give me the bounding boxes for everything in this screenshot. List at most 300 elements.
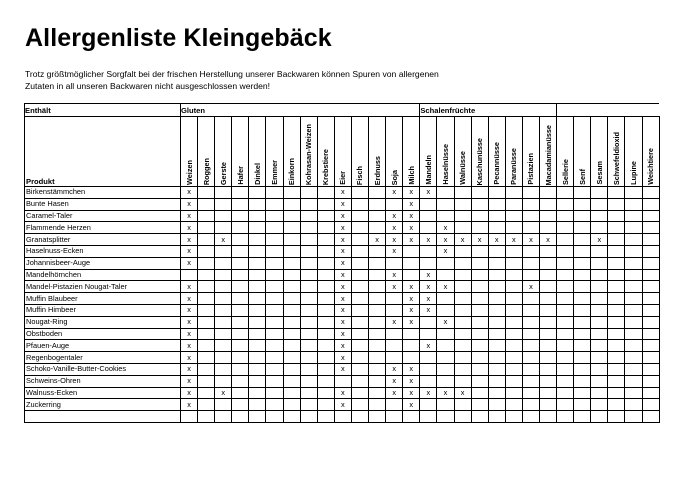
allergen-mark: x: [369, 234, 386, 246]
allergen-cell: [266, 245, 283, 257]
allergen-cell: [420, 222, 437, 234]
allergen-mark: x: [215, 234, 232, 246]
allergen-cell: [198, 352, 215, 364]
allergen-mark: x: [403, 198, 420, 210]
allergen-cell: [539, 399, 556, 411]
allergen-column-label: Kaschunüsse: [475, 137, 485, 185]
allergen-mark: x: [181, 257, 198, 269]
allergen-cell: [266, 399, 283, 411]
allergen-cell: [471, 328, 488, 340]
allergen-cell: [437, 363, 454, 375]
allergen-cell: [488, 257, 505, 269]
allergen-cell: [249, 187, 266, 199]
allergen-cell: [300, 210, 317, 222]
allergen-cell: [505, 281, 522, 293]
allergen-mark: x: [522, 281, 539, 293]
allergen-cell: [334, 375, 351, 387]
allergen-cell: [591, 304, 608, 316]
product-name: Granatsplitter: [25, 234, 181, 246]
allergen-cell: [351, 375, 368, 387]
allergen-cell: [386, 304, 403, 316]
allergen-column-header: [505, 117, 522, 187]
allergen-cell: [625, 387, 642, 399]
allergen-mark: x: [403, 234, 420, 246]
allergen-cell: [591, 293, 608, 305]
empty-cell: [249, 411, 266, 423]
allergen-cell: [249, 387, 266, 399]
allergen-mark: x: [334, 210, 351, 222]
allergen-mark: x: [181, 222, 198, 234]
allergen-cell: [266, 222, 283, 234]
allergen-mark: x: [420, 269, 437, 281]
allergen-cell: [317, 245, 334, 257]
allergen-cell: [625, 234, 642, 246]
empty-cell: [557, 411, 574, 423]
allergen-cell: [574, 234, 591, 246]
allergen-mark: x: [403, 222, 420, 234]
allergen-cell: [642, 257, 659, 269]
allergen-column-label: Erdnuss: [372, 155, 382, 185]
allergen-cell: [608, 245, 625, 257]
allergen-cell: [642, 187, 659, 199]
allergen-cell: [300, 293, 317, 305]
allergen-cell: [283, 281, 300, 293]
allergen-cell: [608, 399, 625, 411]
allergen-column-label: Fisch: [355, 165, 365, 185]
allergen-cell: [369, 399, 386, 411]
empty-cell: [215, 411, 232, 423]
allergen-cell: [215, 245, 232, 257]
allergen-cell: [232, 234, 249, 246]
allergen-column-label: Pistazien: [526, 153, 536, 185]
allergen-cell: [198, 245, 215, 257]
allergen-mark: x: [181, 245, 198, 257]
allergen-cell: [574, 340, 591, 352]
allergen-cell: [574, 210, 591, 222]
allergen-mark: x: [539, 234, 556, 246]
allergen-mark: x: [403, 363, 420, 375]
allergen-cell: [608, 257, 625, 269]
allergen-cell: [471, 198, 488, 210]
allergen-cell: [642, 245, 659, 257]
allergen-mark: x: [591, 234, 608, 246]
allergen-cell: [608, 187, 625, 199]
table-row: [25, 245, 660, 257]
allergen-cell: [488, 375, 505, 387]
allergen-cell: [625, 281, 642, 293]
allergen-cell: [317, 269, 334, 281]
allergen-cell: [539, 269, 556, 281]
empty-cell: [181, 411, 198, 423]
allergen-cell: [574, 293, 591, 305]
allergen-cell: [625, 198, 642, 210]
allergen-cell: [557, 387, 574, 399]
allergen-column-header: [369, 117, 386, 187]
empty-cell: [300, 411, 317, 423]
allergen-cell: [488, 222, 505, 234]
allergen-column-label: Sesam: [594, 161, 604, 185]
allergen-cell: [232, 363, 249, 375]
allergen-cell: [454, 375, 471, 387]
allergen-column-header: [471, 117, 488, 187]
allergen-cell: [215, 399, 232, 411]
allergen-cell: [215, 222, 232, 234]
allergen-cell: [454, 328, 471, 340]
allergen-column-label: Walnüsse: [458, 151, 468, 185]
allergen-cell: [403, 257, 420, 269]
allergen-mark: x: [420, 293, 437, 305]
allergen-cell: [488, 293, 505, 305]
allergen-cell: [300, 304, 317, 316]
allergen-cell: [454, 352, 471, 364]
allergen-cell: [539, 340, 556, 352]
allergen-cell: [420, 316, 437, 328]
allergen-cell: [488, 269, 505, 281]
allergen-mark: x: [181, 387, 198, 399]
allergen-cell: [574, 245, 591, 257]
allergen-cell: [249, 399, 266, 411]
allergen-cell: [300, 222, 317, 234]
allergen-cell: [591, 328, 608, 340]
empty-cell: [608, 411, 625, 423]
allergen-cell: [249, 257, 266, 269]
allergen-cell: [591, 363, 608, 375]
allergen-cell: [198, 363, 215, 375]
allergen-cell: [369, 352, 386, 364]
allergen-cell: [488, 387, 505, 399]
allergen-cell: [181, 269, 198, 281]
allergen-cell: [488, 352, 505, 364]
allergen-column-label: Eier: [338, 171, 348, 185]
table-row: [25, 352, 660, 364]
allergen-cell: [351, 316, 368, 328]
allergen-cell: [198, 399, 215, 411]
allergen-cell: [625, 269, 642, 281]
allergen-cell: [403, 245, 420, 257]
allergen-cell: [420, 257, 437, 269]
allergen-cell: [351, 363, 368, 375]
intro-line: Trotz größtmöglicher Sorgfalt bei der frischen Herstellung unserer Backwaren können Spuren von allergenen: [25, 69, 439, 79]
allergen-column-header: [625, 117, 642, 187]
allergen-cell: [351, 210, 368, 222]
allergen-cell: [351, 387, 368, 399]
allergen-cell: [266, 210, 283, 222]
allergen-mark: x: [181, 399, 198, 411]
allergen-cell: [437, 293, 454, 305]
table-row: [25, 293, 660, 305]
allergen-cell: [557, 234, 574, 246]
allergen-mark: x: [505, 234, 522, 246]
product-name: Nougat-Ring: [25, 316, 181, 328]
allergen-cell: [471, 387, 488, 399]
allergen-column-label: Haselnüsse: [440, 144, 450, 185]
allergen-mark: x: [403, 210, 420, 222]
allergen-cell: [574, 187, 591, 199]
allergen-cell: [471, 340, 488, 352]
allergen-cell: [522, 257, 539, 269]
allergen-cell: [249, 375, 266, 387]
allergen-cell: [249, 198, 266, 210]
allergen-cell: [249, 281, 266, 293]
allergen-cell: [283, 399, 300, 411]
allergen-column-label: Hafer: [235, 166, 245, 185]
allergen-cell: [471, 187, 488, 199]
allergen-cell: [574, 281, 591, 293]
empty-cell: [591, 411, 608, 423]
allergen-cell: [420, 375, 437, 387]
allergen-cell: [522, 198, 539, 210]
allergen-cell: [300, 245, 317, 257]
empty-cell: [642, 411, 659, 423]
allergen-cell: [403, 269, 420, 281]
product-name: Mandel-Pistazien Nougat-Taler: [25, 281, 181, 293]
allergen-cell: [420, 245, 437, 257]
allergen-mark: x: [334, 293, 351, 305]
allergen-cell: [232, 340, 249, 352]
allergen-column-label: Einkorn: [287, 157, 297, 185]
allergen-column-label: Roggen: [201, 157, 211, 185]
allergen-cell: [351, 293, 368, 305]
allergen-cell: [522, 187, 539, 199]
allergen-cell: [471, 352, 488, 364]
allergen-mark: x: [403, 281, 420, 293]
allergen-cell: [317, 340, 334, 352]
allergen-cell: [283, 269, 300, 281]
allergen-cell: [557, 222, 574, 234]
allergen-column-label: Krebstiere: [321, 148, 331, 185]
allergen-cell: [266, 316, 283, 328]
allergen-mark: x: [386, 387, 403, 399]
allergen-cell: [522, 363, 539, 375]
allergen-cell: [625, 399, 642, 411]
empty-cell: [471, 411, 488, 423]
allergen-mark: x: [437, 387, 454, 399]
allergen-cell: [266, 304, 283, 316]
table-row: [25, 387, 660, 399]
allergen-cell: [505, 328, 522, 340]
allergen-cell: [386, 352, 403, 364]
allergen-cell: [591, 198, 608, 210]
allergen-cell: [283, 363, 300, 375]
allergen-cell: [215, 281, 232, 293]
allergen-cell: [574, 269, 591, 281]
allergen-cell: [317, 304, 334, 316]
allergen-cell: [557, 269, 574, 281]
allergen-mark: x: [334, 198, 351, 210]
allergen-cell: [608, 222, 625, 234]
allergen-cell: [386, 198, 403, 210]
allergen-cell: [369, 340, 386, 352]
allergen-cell: [454, 222, 471, 234]
allergen-cell: [522, 222, 539, 234]
allergen-column-header: [437, 117, 454, 187]
allergen-mark: x: [181, 363, 198, 375]
allergen-cell: [215, 304, 232, 316]
group-header-nuts: Schalenfrüchte: [420, 104, 557, 117]
allergen-cell: [642, 269, 659, 281]
allergen-cell: [625, 210, 642, 222]
allergen-cell: [642, 234, 659, 246]
allergen-column-header: [249, 117, 266, 187]
allergen-cell: [215, 352, 232, 364]
allergen-cell: [351, 399, 368, 411]
allergen-mark: x: [334, 363, 351, 375]
allergen-cell: [215, 198, 232, 210]
allergen-cell: [488, 281, 505, 293]
allergen-mark: x: [181, 234, 198, 246]
table-row: [25, 269, 660, 281]
allergen-cell: [300, 187, 317, 199]
allergen-cell: [317, 363, 334, 375]
allergen-cell: [300, 316, 317, 328]
allergen-mark: x: [403, 316, 420, 328]
allergen-cell: [300, 269, 317, 281]
allergen-cell: [608, 340, 625, 352]
allergen-column-label: Macadamianüsse: [543, 124, 553, 185]
allergen-cell: [232, 222, 249, 234]
allergen-cell: [351, 234, 368, 246]
allergen-mark: x: [334, 328, 351, 340]
product-name: Mandelhörnchen: [25, 269, 181, 281]
intro-text: [25, 69, 439, 92]
allergen-cell: [300, 352, 317, 364]
allergen-cell: [591, 375, 608, 387]
allergen-cell: [317, 257, 334, 269]
empty-cell: [625, 411, 642, 423]
allergen-cell: [266, 352, 283, 364]
allergen-cell: [471, 304, 488, 316]
allergen-mark: x: [386, 210, 403, 222]
product-name: Regenbogentaler: [25, 352, 181, 364]
allergen-mark: x: [403, 293, 420, 305]
allergen-cell: [574, 375, 591, 387]
allergen-cell: [591, 245, 608, 257]
allergen-cell: [317, 222, 334, 234]
product-name: Flammende Herzen: [25, 222, 181, 234]
allergen-mark: x: [386, 245, 403, 257]
allergen-cell: [557, 187, 574, 199]
allergen-cell: [539, 257, 556, 269]
allergen-cell: [505, 293, 522, 305]
allergen-mark: x: [403, 304, 420, 316]
allergen-cell: [266, 387, 283, 399]
allergen-cell: [454, 281, 471, 293]
allergen-cell: [608, 293, 625, 305]
allergen-cell: [249, 316, 266, 328]
allergen-cell: [488, 198, 505, 210]
allergen-cell: [249, 210, 266, 222]
group-header-blank: [557, 104, 660, 117]
allergen-cell: [420, 352, 437, 364]
empty-cell: [539, 411, 556, 423]
table-row: [25, 281, 660, 293]
allergen-cell: [317, 328, 334, 340]
table-row: [25, 328, 660, 340]
empty-cell: [198, 411, 215, 423]
allergen-cell: [317, 210, 334, 222]
allergen-cell: [369, 222, 386, 234]
allergen-cell: [505, 352, 522, 364]
allergen-cell: [454, 269, 471, 281]
allergen-mark: x: [437, 281, 454, 293]
allergen-cell: [625, 222, 642, 234]
allergen-cell: [437, 210, 454, 222]
empty-cell: [386, 411, 403, 423]
allergen-cell: [505, 316, 522, 328]
table-row: [25, 363, 660, 375]
allergen-cell: [625, 316, 642, 328]
allergen-cell: [249, 222, 266, 234]
allergen-column-label: Mandeln: [423, 155, 433, 185]
allergen-cell: [625, 245, 642, 257]
allergen-mark: x: [181, 293, 198, 305]
allergen-cell: [437, 187, 454, 199]
allergen-cell: [642, 375, 659, 387]
allergen-cell: [403, 328, 420, 340]
table-row: [25, 222, 660, 234]
allergen-cell: [539, 245, 556, 257]
allergen-cell: [557, 210, 574, 222]
allergen-cell: [249, 269, 266, 281]
empty-cell: [283, 411, 300, 423]
allergen-cell: [557, 293, 574, 305]
allergen-column-label: Milch: [406, 166, 416, 185]
allergen-cell: [471, 281, 488, 293]
allergen-cell: [522, 340, 539, 352]
allergen-cell: [266, 257, 283, 269]
allergen-cell: [591, 316, 608, 328]
allergen-cell: [198, 387, 215, 399]
allergen-cell: [351, 281, 368, 293]
allergen-cell: [522, 210, 539, 222]
allergen-cell: [317, 293, 334, 305]
allergen-cell: [642, 222, 659, 234]
product-name: Muffin Himbeer: [25, 304, 181, 316]
allergen-cell: [232, 245, 249, 257]
allergen-cell: [317, 316, 334, 328]
allergen-cell: [557, 375, 574, 387]
allergen-cell: [369, 245, 386, 257]
allergen-cell: [505, 340, 522, 352]
allergen-cell: [198, 281, 215, 293]
allergen-cell: [522, 304, 539, 316]
empty-cell: [369, 411, 386, 423]
allergen-column-label: Weichtiere: [646, 148, 656, 185]
allergen-cell: [574, 363, 591, 375]
allergen-cell: [351, 187, 368, 199]
allergen-cell: [539, 198, 556, 210]
allergen-mark: x: [386, 234, 403, 246]
allergen-cell: [300, 387, 317, 399]
table-row: [25, 234, 660, 246]
allergen-cell: [539, 316, 556, 328]
allergen-cell: [266, 293, 283, 305]
table-row: [25, 316, 660, 328]
allergen-mark: x: [488, 234, 505, 246]
allergen-cell: [608, 234, 625, 246]
allergen-mark: x: [181, 328, 198, 340]
allergen-mark: x: [522, 234, 539, 246]
allergen-cell: [386, 328, 403, 340]
allergen-cell: [266, 187, 283, 199]
allergen-cell: [232, 304, 249, 316]
allergen-cell: [454, 198, 471, 210]
allergen-cell: [232, 328, 249, 340]
allergen-mark: x: [334, 187, 351, 199]
allergen-cell: [283, 245, 300, 257]
allergen-cell: [232, 198, 249, 210]
allergen-column-header: [198, 117, 215, 187]
